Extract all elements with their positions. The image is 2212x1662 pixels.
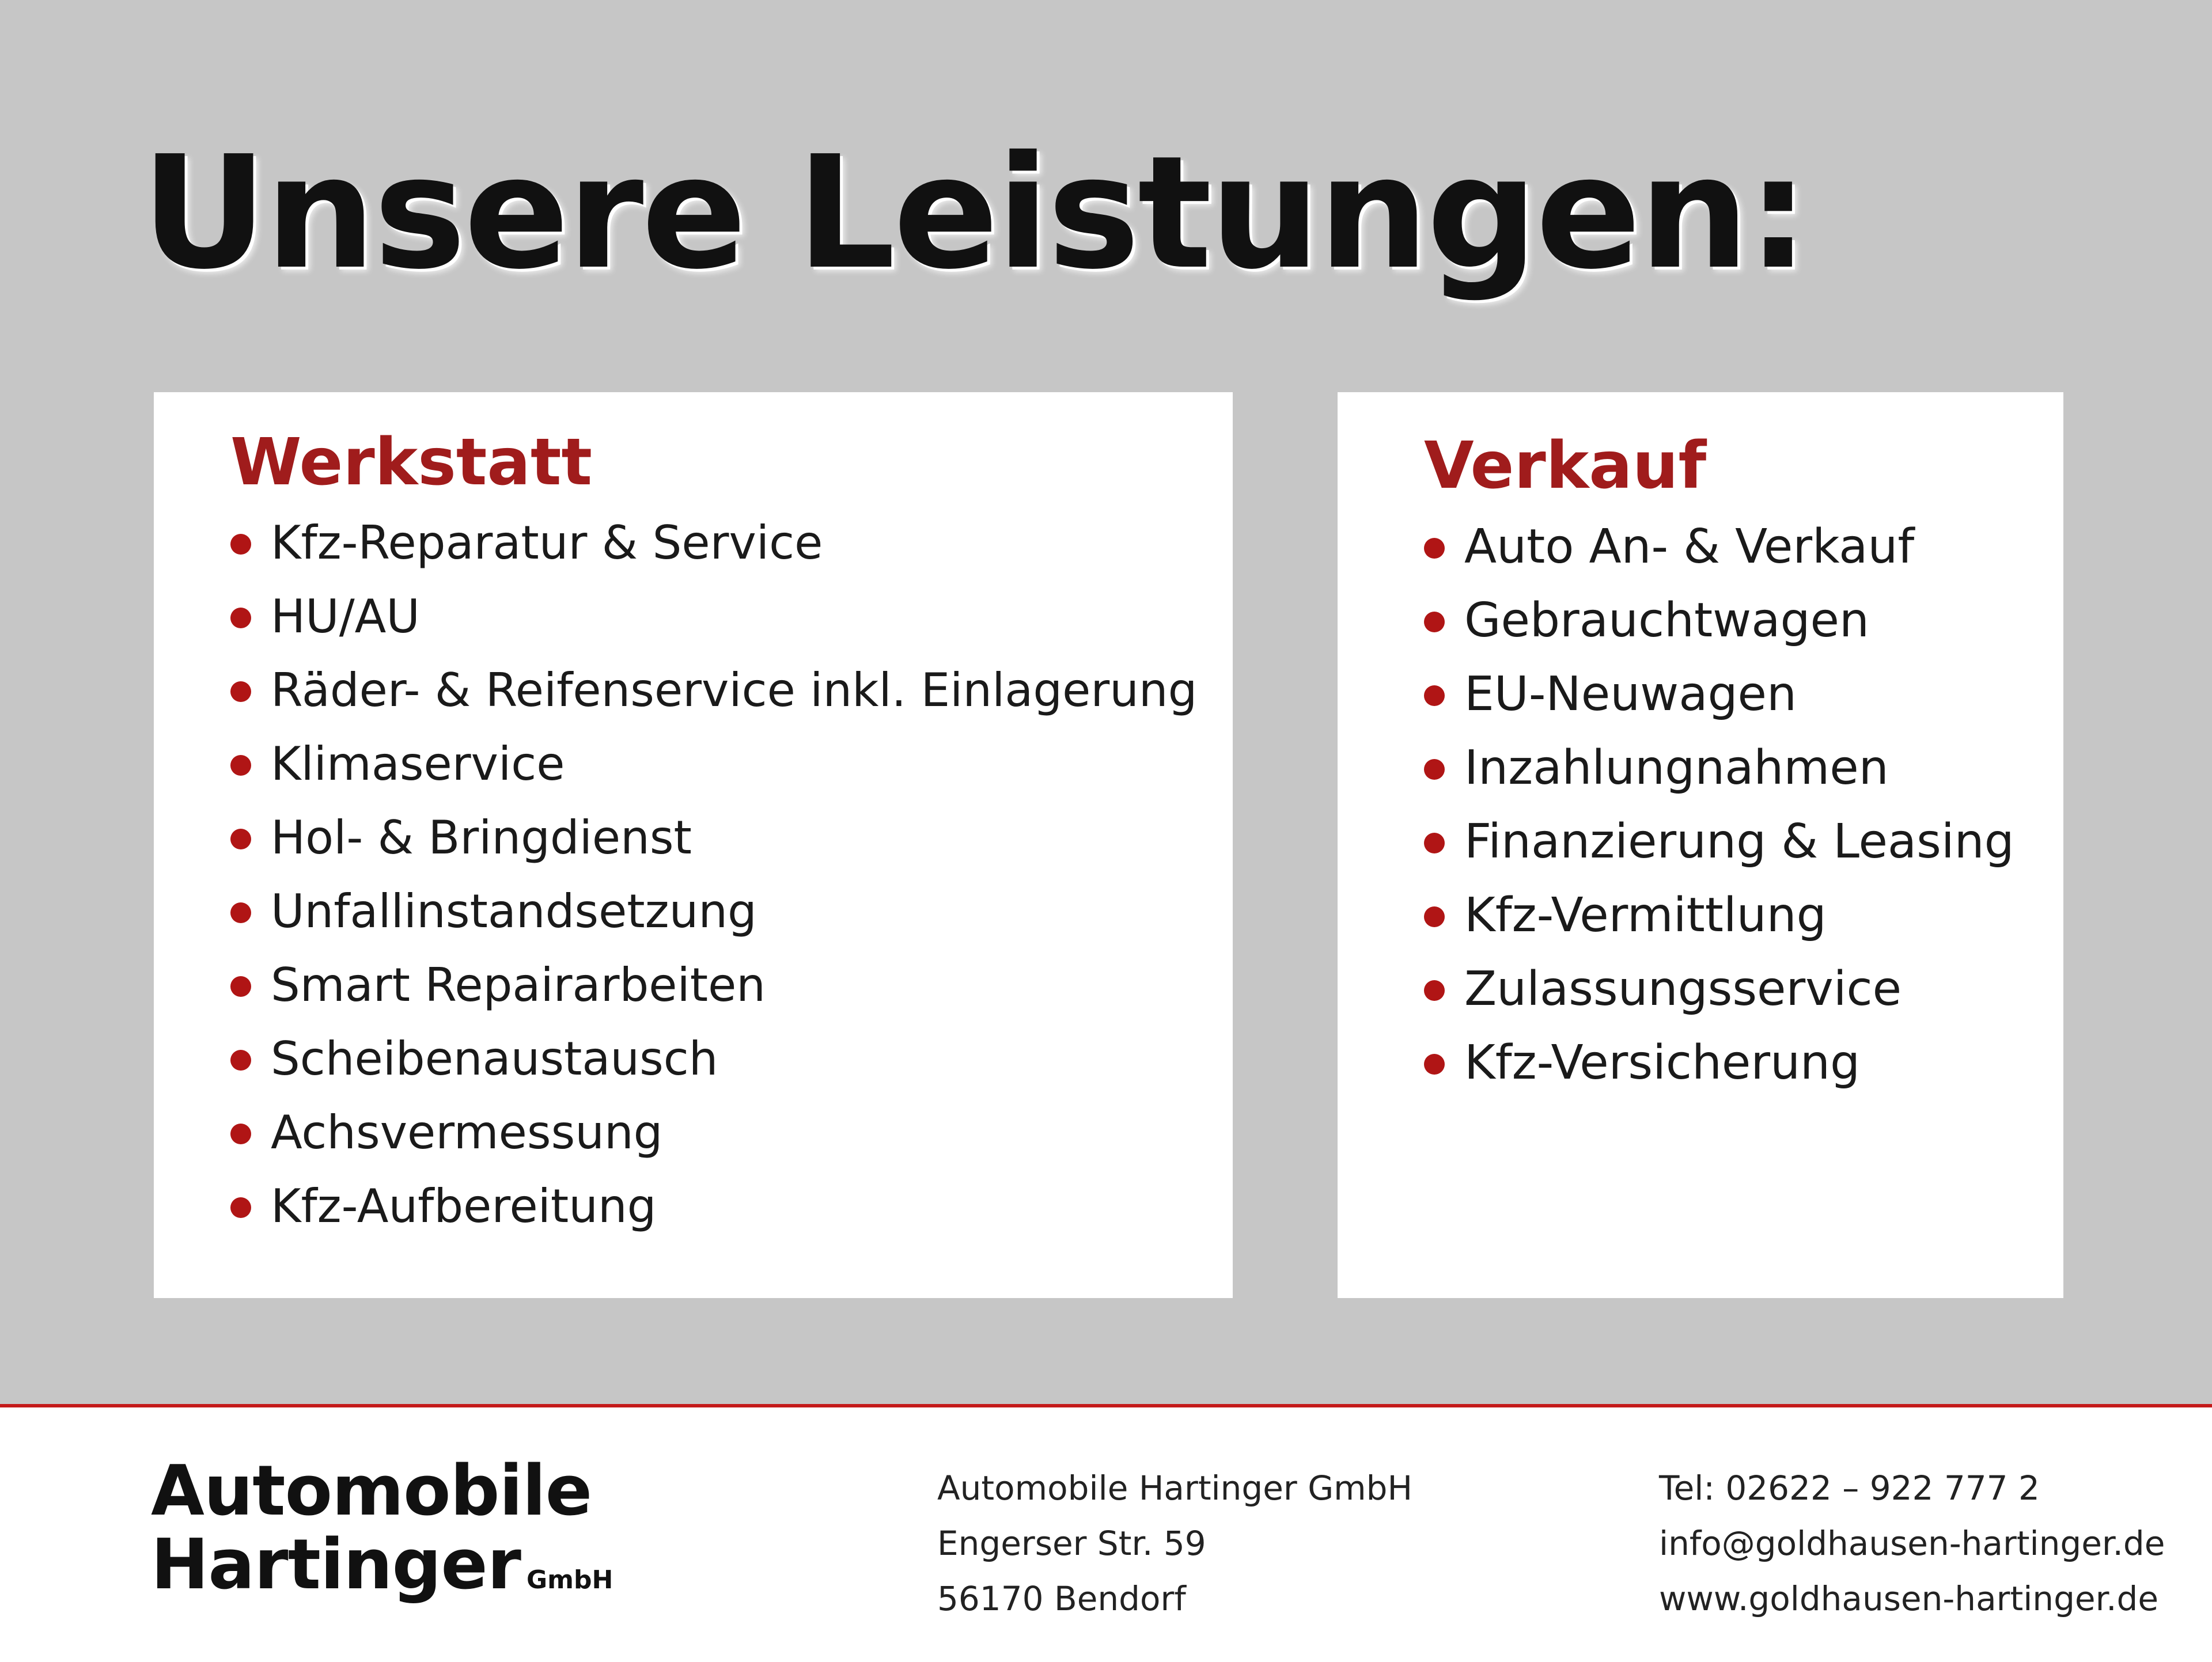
bullet-dot-icon xyxy=(1424,612,1445,632)
bullet-dot-icon xyxy=(230,1197,251,1218)
bullet-dot-icon xyxy=(1424,980,1445,1001)
address-company: Automobile Hartinger GmbH xyxy=(937,1469,1413,1508)
contact-email: info@goldhausen-hartinger.de xyxy=(1659,1524,2165,1563)
verkauf-item xyxy=(1424,1026,2014,1100)
logo-suffix: GmbH xyxy=(526,1565,613,1595)
werkstatt-item xyxy=(230,727,1197,801)
verkauf-item xyxy=(1424,510,2014,584)
bullet-dot-icon xyxy=(230,755,251,776)
werkstatt-item xyxy=(230,580,1197,654)
bullet-dot-icon xyxy=(230,976,251,997)
werkstatt-item-label: Räder- & Reifenservice inkl. Einlagerung xyxy=(271,663,1198,717)
verkauf-item xyxy=(1424,805,2014,879)
verkauf-panel xyxy=(1338,392,2063,1298)
verkauf-item-label: Kfz-Vermittlung xyxy=(1464,888,1827,943)
werkstatt-item xyxy=(230,1022,1197,1096)
werkstatt-item-label: Achsvermessung xyxy=(271,1106,663,1159)
bullet-dot-icon xyxy=(1424,538,1445,559)
werkstatt-item xyxy=(230,654,1197,727)
verkauf-item-label: Gebrauchtwagen xyxy=(1464,593,1869,648)
werkstatt-item xyxy=(230,506,1197,580)
verkauf-item-label: EU-Neuwagen xyxy=(1464,667,1797,722)
werkstatt-item-label: Smart Repairarbeiten xyxy=(271,958,766,1012)
verkauf-item xyxy=(1424,953,2014,1026)
bullet-dot-icon xyxy=(230,681,251,702)
contact-block xyxy=(1659,1460,2165,1626)
bullet-dot-icon xyxy=(1424,906,1445,927)
werkstatt-item-label: Klimaservice xyxy=(271,737,565,791)
werkstatt-item-label: Kfz-Reparatur & Service xyxy=(271,516,823,570)
address-street: Engerser Str. 59 xyxy=(937,1524,1206,1563)
werkstatt-item xyxy=(230,875,1197,948)
werkstatt-item-label: HU/AU xyxy=(271,590,420,643)
bullet-dot-icon xyxy=(230,1124,251,1144)
bullet-dot-icon xyxy=(1424,759,1445,780)
werkstatt-item xyxy=(230,948,1197,1022)
verkauf-list xyxy=(1424,510,2014,1100)
verkauf-item xyxy=(1424,879,2014,953)
verkauf-item-label: Kfz-Versicherung xyxy=(1464,1035,1861,1090)
werkstatt-item xyxy=(230,1096,1197,1170)
contact-phone: Tel: 02622 – 922 777 2 xyxy=(1659,1469,2040,1508)
werkstatt-item-label: Hol- & Bringdienst xyxy=(271,811,692,864)
werkstatt-item-label: Kfz-Aufbereitung xyxy=(271,1179,657,1233)
logo-line2: Hartinger xyxy=(151,1525,521,1605)
verkauf-item-label: Auto An- & Verkauf xyxy=(1464,519,1915,574)
werkstatt-panel xyxy=(154,392,1233,1298)
verkauf-item-label: Finanzierung & Leasing xyxy=(1464,814,2014,869)
werkstatt-item-label: Scheibenaustausch xyxy=(271,1032,718,1086)
bullet-dot-icon xyxy=(230,608,251,628)
bullet-dot-icon xyxy=(230,902,251,923)
verkauf-item-label: Inzahlungnahmen xyxy=(1464,741,1889,795)
werkstatt-item xyxy=(230,1170,1197,1243)
page-headline: Unsere Leistungen: xyxy=(141,122,1808,303)
werkstatt-item xyxy=(230,801,1197,875)
bullet-dot-icon xyxy=(1424,833,1445,853)
verkauf-title: Verkauf xyxy=(1424,428,1707,503)
bullet-dot-icon xyxy=(230,1050,251,1071)
address-city: 56170 Bendorf xyxy=(937,1579,1186,1618)
address-block xyxy=(937,1460,1412,1626)
contact-web: www.goldhausen-hartinger.de xyxy=(1659,1579,2159,1618)
bullet-dot-icon xyxy=(230,829,251,849)
verkauf-item xyxy=(1424,584,2014,658)
verkauf-item-label: Zulassungsservice xyxy=(1464,962,1902,1016)
verkauf-item xyxy=(1424,731,2014,805)
werkstatt-title: Werkstatt xyxy=(230,425,593,500)
company-logo xyxy=(151,1451,613,1605)
bullet-dot-icon xyxy=(1424,1054,1445,1075)
bullet-dot-icon xyxy=(1424,685,1445,706)
footer xyxy=(0,1404,2212,1662)
verkauf-item xyxy=(1424,658,2014,731)
logo-line1: Automobile xyxy=(151,1451,592,1531)
werkstatt-list xyxy=(230,506,1197,1243)
werkstatt-item-label: Unfallinstandsetzung xyxy=(271,885,757,938)
bullet-dot-icon xyxy=(230,534,251,555)
